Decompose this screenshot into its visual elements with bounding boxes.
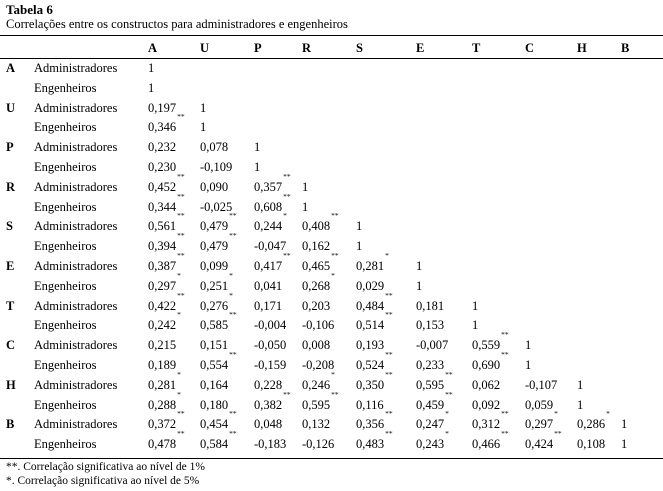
column-header-e: E xyxy=(416,41,425,55)
row-label-r: R xyxy=(6,179,16,194)
correlation-value: 0,561** xyxy=(148,211,185,234)
header-rule xyxy=(0,58,663,59)
correlation-value: 0,164 xyxy=(200,377,229,392)
row-label-p: P xyxy=(6,140,14,155)
row-label-h: H xyxy=(6,377,16,392)
correlation-value: 0,417** xyxy=(254,251,291,273)
correlation-value: 0,424** xyxy=(525,429,562,452)
correlation-value: 0,193 xyxy=(356,338,385,353)
column-header-s: S xyxy=(356,41,363,55)
group-label-engenheiros: Engenheiros xyxy=(34,397,97,412)
correlation-value: 0,312** xyxy=(472,409,509,432)
correlation-value: 0,268* xyxy=(302,270,335,293)
correlation-value: 1 xyxy=(621,417,628,432)
correlation-value: 0,281* xyxy=(148,369,181,392)
correlation-value: -0,208 xyxy=(302,358,335,372)
correlation-value: 0,356** xyxy=(356,409,393,432)
correlation-value: 0,595** xyxy=(416,369,453,392)
table-title: Tabela 6 xyxy=(6,2,53,17)
correlation-value: 0,465** xyxy=(302,251,339,273)
column-header-t: T xyxy=(472,41,481,55)
group-label-engenheiros: Engenheiros xyxy=(34,199,97,214)
correlation-value: 0,484** xyxy=(356,290,393,313)
row-label-c: C xyxy=(6,338,16,353)
row-label-s: S xyxy=(6,219,13,234)
correlation-value: 1 xyxy=(577,377,584,392)
correlation-value: 0,251* xyxy=(200,270,233,293)
correlation-value: 1 xyxy=(254,160,261,174)
correlation-value: 0,162 xyxy=(302,239,331,254)
correlation-value: 0,466** xyxy=(472,429,509,452)
correlation-value: -0,183 xyxy=(254,437,287,452)
correlation-value: 1 xyxy=(416,278,423,293)
correlation-value: 0,244* xyxy=(254,211,287,234)
correlation-value: -0,109 xyxy=(200,160,233,174)
correlation-value: 0,554** xyxy=(200,350,237,372)
correlation-value: 0,116 xyxy=(356,397,384,412)
correlation-value: 0,478** xyxy=(148,429,185,452)
correlation-value: 0,372** xyxy=(148,409,185,432)
correlation-value: 1 xyxy=(416,259,423,273)
correlation-value: 1 xyxy=(148,80,155,95)
group-label-administradores: Administradores xyxy=(34,179,118,194)
group-label-engenheiros: Engenheiros xyxy=(34,239,97,254)
footnote-5pct: *. Correlação significativa ao nível de 5% xyxy=(6,475,200,487)
group-label-administradores: Administradores xyxy=(34,417,118,432)
correlation-value: 0,181 xyxy=(416,298,445,313)
correlation-value: 0,459** xyxy=(416,389,453,412)
correlation-value: 0,422** xyxy=(148,290,185,313)
correlation-value: 0,452** xyxy=(148,171,185,194)
correlation-value: 0,286* xyxy=(577,409,610,432)
correlation-value: 1 xyxy=(200,120,207,135)
correlation-value: 0,276* xyxy=(200,290,233,313)
correlation-value: 1 xyxy=(254,140,261,155)
correlation-value: 0,524** xyxy=(356,350,393,372)
correlation-value: -0,004 xyxy=(254,318,287,333)
correlation-value: -0,107 xyxy=(525,377,558,392)
correlation-value: 0,514** xyxy=(356,310,393,333)
correlation-value: 1 xyxy=(356,239,363,254)
group-label-administradores: Administradores xyxy=(34,100,118,115)
correlation-value: 0,585** xyxy=(200,310,237,333)
correlation-value: 0,479** xyxy=(200,231,237,254)
correlation-value: 1 xyxy=(621,437,628,452)
correlation-value: 1 xyxy=(472,298,479,313)
correlation-value: 0,559** xyxy=(472,330,509,353)
correlation-value: 0,608** xyxy=(254,191,291,214)
correlation-value: 0,346** xyxy=(148,112,185,135)
group-label-engenheiros: Engenheiros xyxy=(34,120,97,135)
group-label-administradores: Administradores xyxy=(34,338,118,353)
correlation-value: 1 xyxy=(356,219,363,234)
correlation-value: 0,584** xyxy=(200,429,237,452)
correlation-value: 0,242* xyxy=(148,310,181,333)
group-label-engenheiros: Engenheiros xyxy=(34,160,97,174)
column-header-a: A xyxy=(148,41,158,55)
column-header-u: U xyxy=(200,41,210,55)
correlation-value: 0,483** xyxy=(356,429,393,452)
row-label-t: T xyxy=(6,298,15,313)
correlation-value: 0,197 xyxy=(148,100,177,115)
column-header-b: B xyxy=(621,41,630,55)
group-label-engenheiros: Engenheiros xyxy=(34,318,97,333)
correlation-value: 0,151 xyxy=(200,338,229,353)
correlation-value: 0,595** xyxy=(302,389,339,412)
correlation-value: 0,297* xyxy=(525,409,558,432)
group-label-engenheiros: Engenheiros xyxy=(34,278,97,293)
correlation-value: 0,382** xyxy=(254,389,291,412)
table-subtitle: Correlações entre os constructos para administradores e engenheiros xyxy=(6,17,348,31)
column-header-h: H xyxy=(577,41,587,55)
correlation-value: 0,203 xyxy=(302,298,331,313)
group-label-administradores: Administradores xyxy=(34,61,118,75)
correlation-value: 0,059 xyxy=(525,397,554,412)
correlation-value: 0,090 xyxy=(200,179,229,194)
correlation-value: 0,092 xyxy=(472,397,501,412)
correlation-value: 0,062 xyxy=(472,377,501,392)
row-label-u: U xyxy=(6,100,16,115)
correlation-value: 0,233 xyxy=(416,358,445,372)
correlation-value: 0,078 xyxy=(200,140,229,155)
correlation-value: 1 xyxy=(472,318,479,333)
correlation-value: 1 xyxy=(525,358,532,372)
correlation-value: 1 xyxy=(577,397,584,412)
correlation-value: 0,041 xyxy=(254,278,283,293)
correlation-value: 0,171 xyxy=(254,298,283,313)
correlation-value: 0,350** xyxy=(356,369,393,392)
group-label-administradores: Administradores xyxy=(34,377,118,392)
correlation-value: 0,297* xyxy=(148,270,181,293)
group-label-administradores: Administradores xyxy=(34,298,118,313)
correlation-value: -0,025 xyxy=(200,199,233,214)
correlation-value: -0,050 xyxy=(254,338,287,353)
correlation-value: 0,029 xyxy=(356,278,385,293)
correlation-value: 0,281* xyxy=(356,251,389,273)
correlation-value: -0,047 xyxy=(254,239,287,254)
top-rule xyxy=(0,35,663,36)
correlation-value: 0,180 xyxy=(200,397,229,412)
column-header-r: R xyxy=(302,41,312,55)
correlation-value: 1 xyxy=(302,179,309,194)
group-label-engenheiros: Engenheiros xyxy=(34,80,97,95)
group-label-engenheiros: Engenheiros xyxy=(34,437,97,452)
correlation-value: 0,454** xyxy=(200,409,237,432)
correlation-value: 0,387** xyxy=(148,251,185,273)
footnote-1pct: **. Correlação significativa ao nível de 1% xyxy=(6,461,205,473)
correlation-value: 0,008 xyxy=(302,338,331,353)
group-label-engenheiros: Engenheiros xyxy=(34,358,97,372)
correlation-value: -0,106 xyxy=(302,318,335,333)
correlation-value: 0,243* xyxy=(416,429,449,452)
correlation-value: 0,232 xyxy=(148,140,177,155)
correlation-value: 0,394** xyxy=(148,231,185,254)
correlation-value: 0,247* xyxy=(416,409,449,432)
correlation-value: 0,108 xyxy=(577,437,606,452)
correlation-value: 0,230 xyxy=(148,160,177,174)
correlation-value: -0,007 xyxy=(416,338,449,353)
correlation-value: 0,479** xyxy=(200,211,237,234)
correlation-value: 0,048 xyxy=(254,417,283,432)
column-header-c: C xyxy=(525,41,535,55)
group-label-administradores: Administradores xyxy=(34,259,118,273)
correlation-value: 0,690** xyxy=(472,350,509,372)
group-label-administradores: Administradores xyxy=(34,219,118,234)
correlation-value: 0,215 xyxy=(148,338,177,353)
correlation-value: -0,126 xyxy=(302,437,335,452)
group-label-administradores: Administradores xyxy=(34,140,118,155)
correlation-value: 0,246* xyxy=(302,369,335,392)
row-label-e: E xyxy=(6,259,15,273)
correlation-value: 1 xyxy=(148,61,155,75)
column-header-p: P xyxy=(254,41,262,55)
correlation-value: 1 xyxy=(302,199,309,214)
correlation-value: 1 xyxy=(525,338,532,353)
correlation-value: 0,228 xyxy=(254,377,283,392)
correlation-value: -0,159 xyxy=(254,358,287,372)
correlation-value: 0,288* xyxy=(148,389,181,412)
correlation-value: 0,408** xyxy=(302,211,339,234)
correlation-value: 0,344** xyxy=(148,191,185,214)
correlation-value: 0,189 xyxy=(148,358,177,372)
bottom-rule xyxy=(0,458,663,459)
correlation-value: 0,153 xyxy=(416,318,445,333)
correlation-value: 0,357** xyxy=(254,171,291,194)
row-label-b: B xyxy=(6,417,15,432)
row-label-a: A xyxy=(6,61,16,75)
correlation-value: 0,099 xyxy=(200,259,229,273)
correlation-value: 1 xyxy=(200,100,207,115)
correlation-value: 0,132 xyxy=(302,417,331,432)
